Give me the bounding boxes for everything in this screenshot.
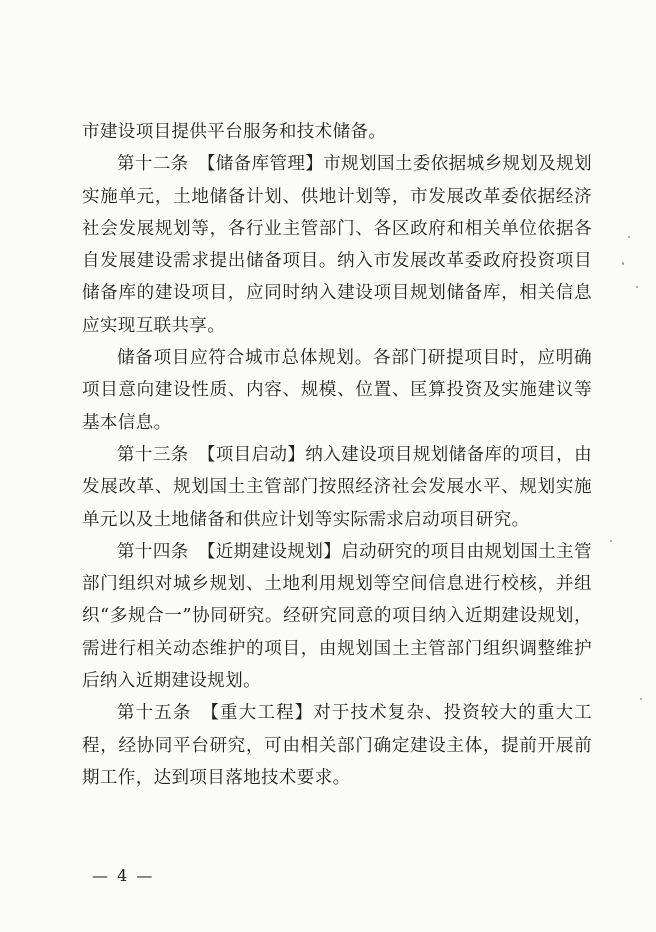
scan-speck bbox=[610, 540, 612, 542]
paragraph-article-13: 第十三条 【项目启动】纳入建设项目规划储备库的项目，由发展改革、规划国土主管部门按照经济社会发展水平、规划实施单元以及土地储备和供应计划等实际需求启动项目研究。 bbox=[82, 444, 592, 530]
paragraph-article-15: 第十五条 【重大工程】对于技术复杂、投资较大的重大工程，经协同平台研究，可由相关部门确定建设主体，提前开展前期工作，达到项目落地技术要求。 bbox=[82, 703, 592, 788]
scan-speck bbox=[636, 286, 638, 288]
document-body bbox=[82, 116, 592, 794]
paragraph-article-14: 第十四条 【近期建设规划】启动研究的项目由规划国土主管部门组织对城乡规划、土地利用规划等空间信息进行校核，并组织“多规合一”协同研究。经研究同意的项目纳入近期建设规划，需进行相关动态维护的项目，由规划国土主管部门组织调整维护后纳入近期建设规划。 bbox=[82, 541, 592, 692]
scan-speck bbox=[622, 262, 624, 265]
scan-speck bbox=[628, 236, 630, 238]
paragraph-reserve-requirements: 储备项目应符合城市总体规划。各部门研提项目时，应明确项目意向建设性质、内容、规模、位置、匡算投资及实施建议等基本信息。 bbox=[82, 348, 592, 433]
scan-speck bbox=[640, 698, 642, 700]
paragraph-continuation: 市建设项目提供平台服务和技术储备。 bbox=[82, 122, 387, 142]
page-number: — 4 — bbox=[92, 866, 155, 885]
paragraph-article-12: 第十二条 【储备库管理】市规划国土委依据城乡规划及规划实施单元，土地储备计划、供地计划等，市发展改革委依据经济社会发展规划等，各行业主管部门、各区政府和相关单位依据各自发展建设需求提出储备项目。纳入市发展改革委政府投资项目储备库的建设项目，应同时纳入建设项目规划储备库，相关信息应实现互联共享。 bbox=[82, 154, 592, 336]
